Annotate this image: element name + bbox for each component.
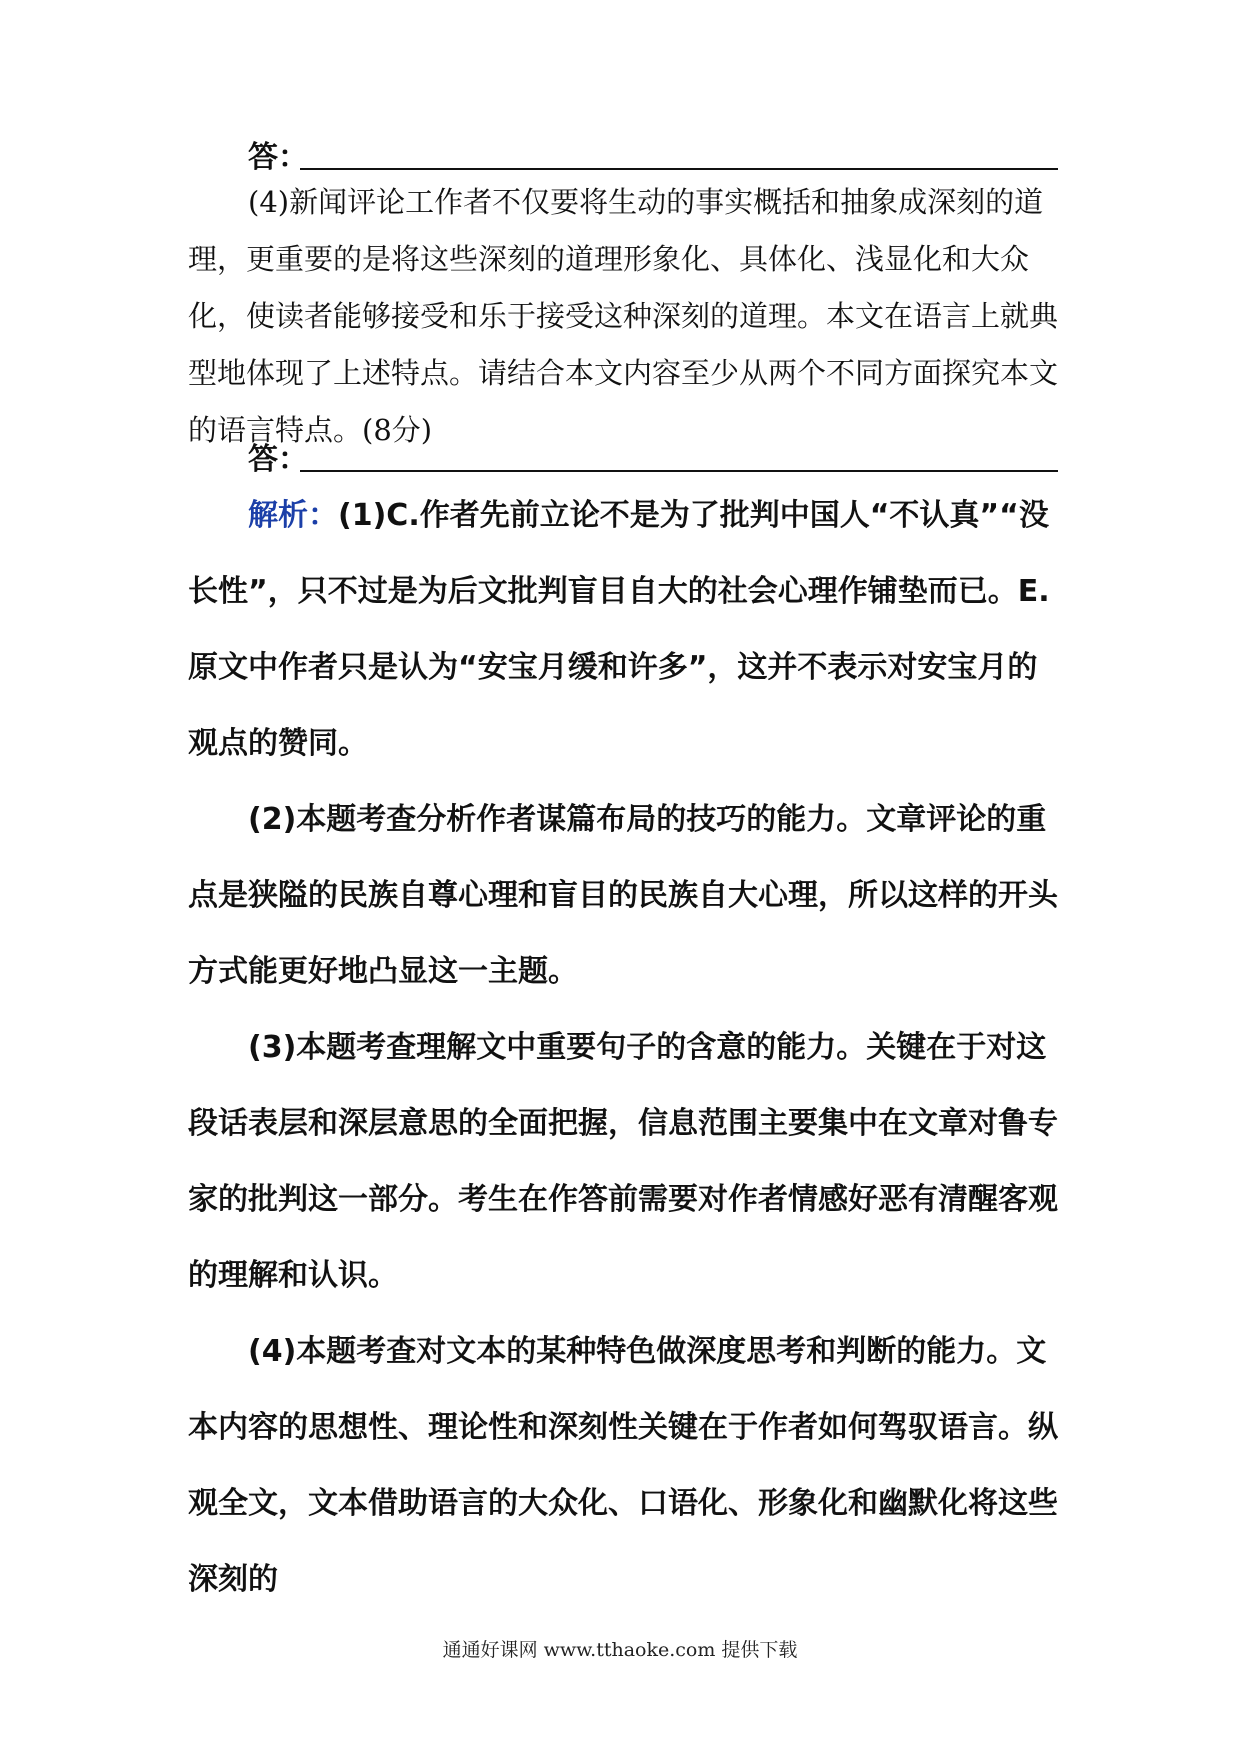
- analysis-paragraph-1: [188, 478, 1058, 782]
- answer-blank-line: [300, 168, 1058, 170]
- analysis-label: 解析：: [248, 498, 338, 533]
- answer-row-2: [248, 440, 1058, 480]
- analysis-paragraph-4: (4)本题考查对文本的某种特色做深度思考和判断的能力。文本内容的思想性、理论性和深刻性关键在于作者如何驾驭语言。纵观全文，文本借助语言的大众化、口语化、形象化和幽默化将这些深刻的: [188, 1334, 1058, 1597]
- analysis-paragraph-3: (3)本题考查理解文中重要句子的含意的能力。关键在于对这段话表层和深层意思的全面把握，信息范围主要集中在文章对鲁专家的批判这一部分。考生在作答前需要对作者情感好恶有清醒客观的理解和认识。: [188, 1030, 1058, 1293]
- analysis-p1-text: (1)C.作者先前立论不是为了批判中国人“不认真”“没长性”，只不过是为后文批判盲目自大的社会心理作铺垫而已。E.原文中作者只是认为“安宝月缓和许多”，这并不表示对安宝月的观点的赞同。: [188, 498, 1050, 761]
- footer-credit: 通通好课网 www.tthaoke.com 提供下载: [442, 1639, 798, 1661]
- answer-row-1: [248, 138, 1058, 178]
- answer-label: 答：: [248, 140, 308, 175]
- question-4: [188, 174, 1058, 459]
- answer-blank-line: [300, 470, 1058, 472]
- answer-label: 答：: [248, 442, 308, 477]
- question-4-text: (4)新闻评论工作者不仅要将生动的事实概括和抽象成深刻的道理，更重要的是将这些深刻的道理形象化、具体化、浅显化和大众化，使读者能够接受和乐于接受这种深刻的道理。本文在语言上就典型地体现了上述特点。请结合本文内容至少从两个不同方面探究本文的语言特点。(8分): [188, 185, 1059, 447]
- analysis-section: [188, 478, 1058, 1618]
- analysis-paragraph-2: (2)本题考查分析作者谋篇布局的技巧的能力。文章评论的重点是狭隘的民族自尊心理和盲目的民族自大心理，所以这样的开头方式能更好地凸显这一主题。: [188, 802, 1058, 989]
